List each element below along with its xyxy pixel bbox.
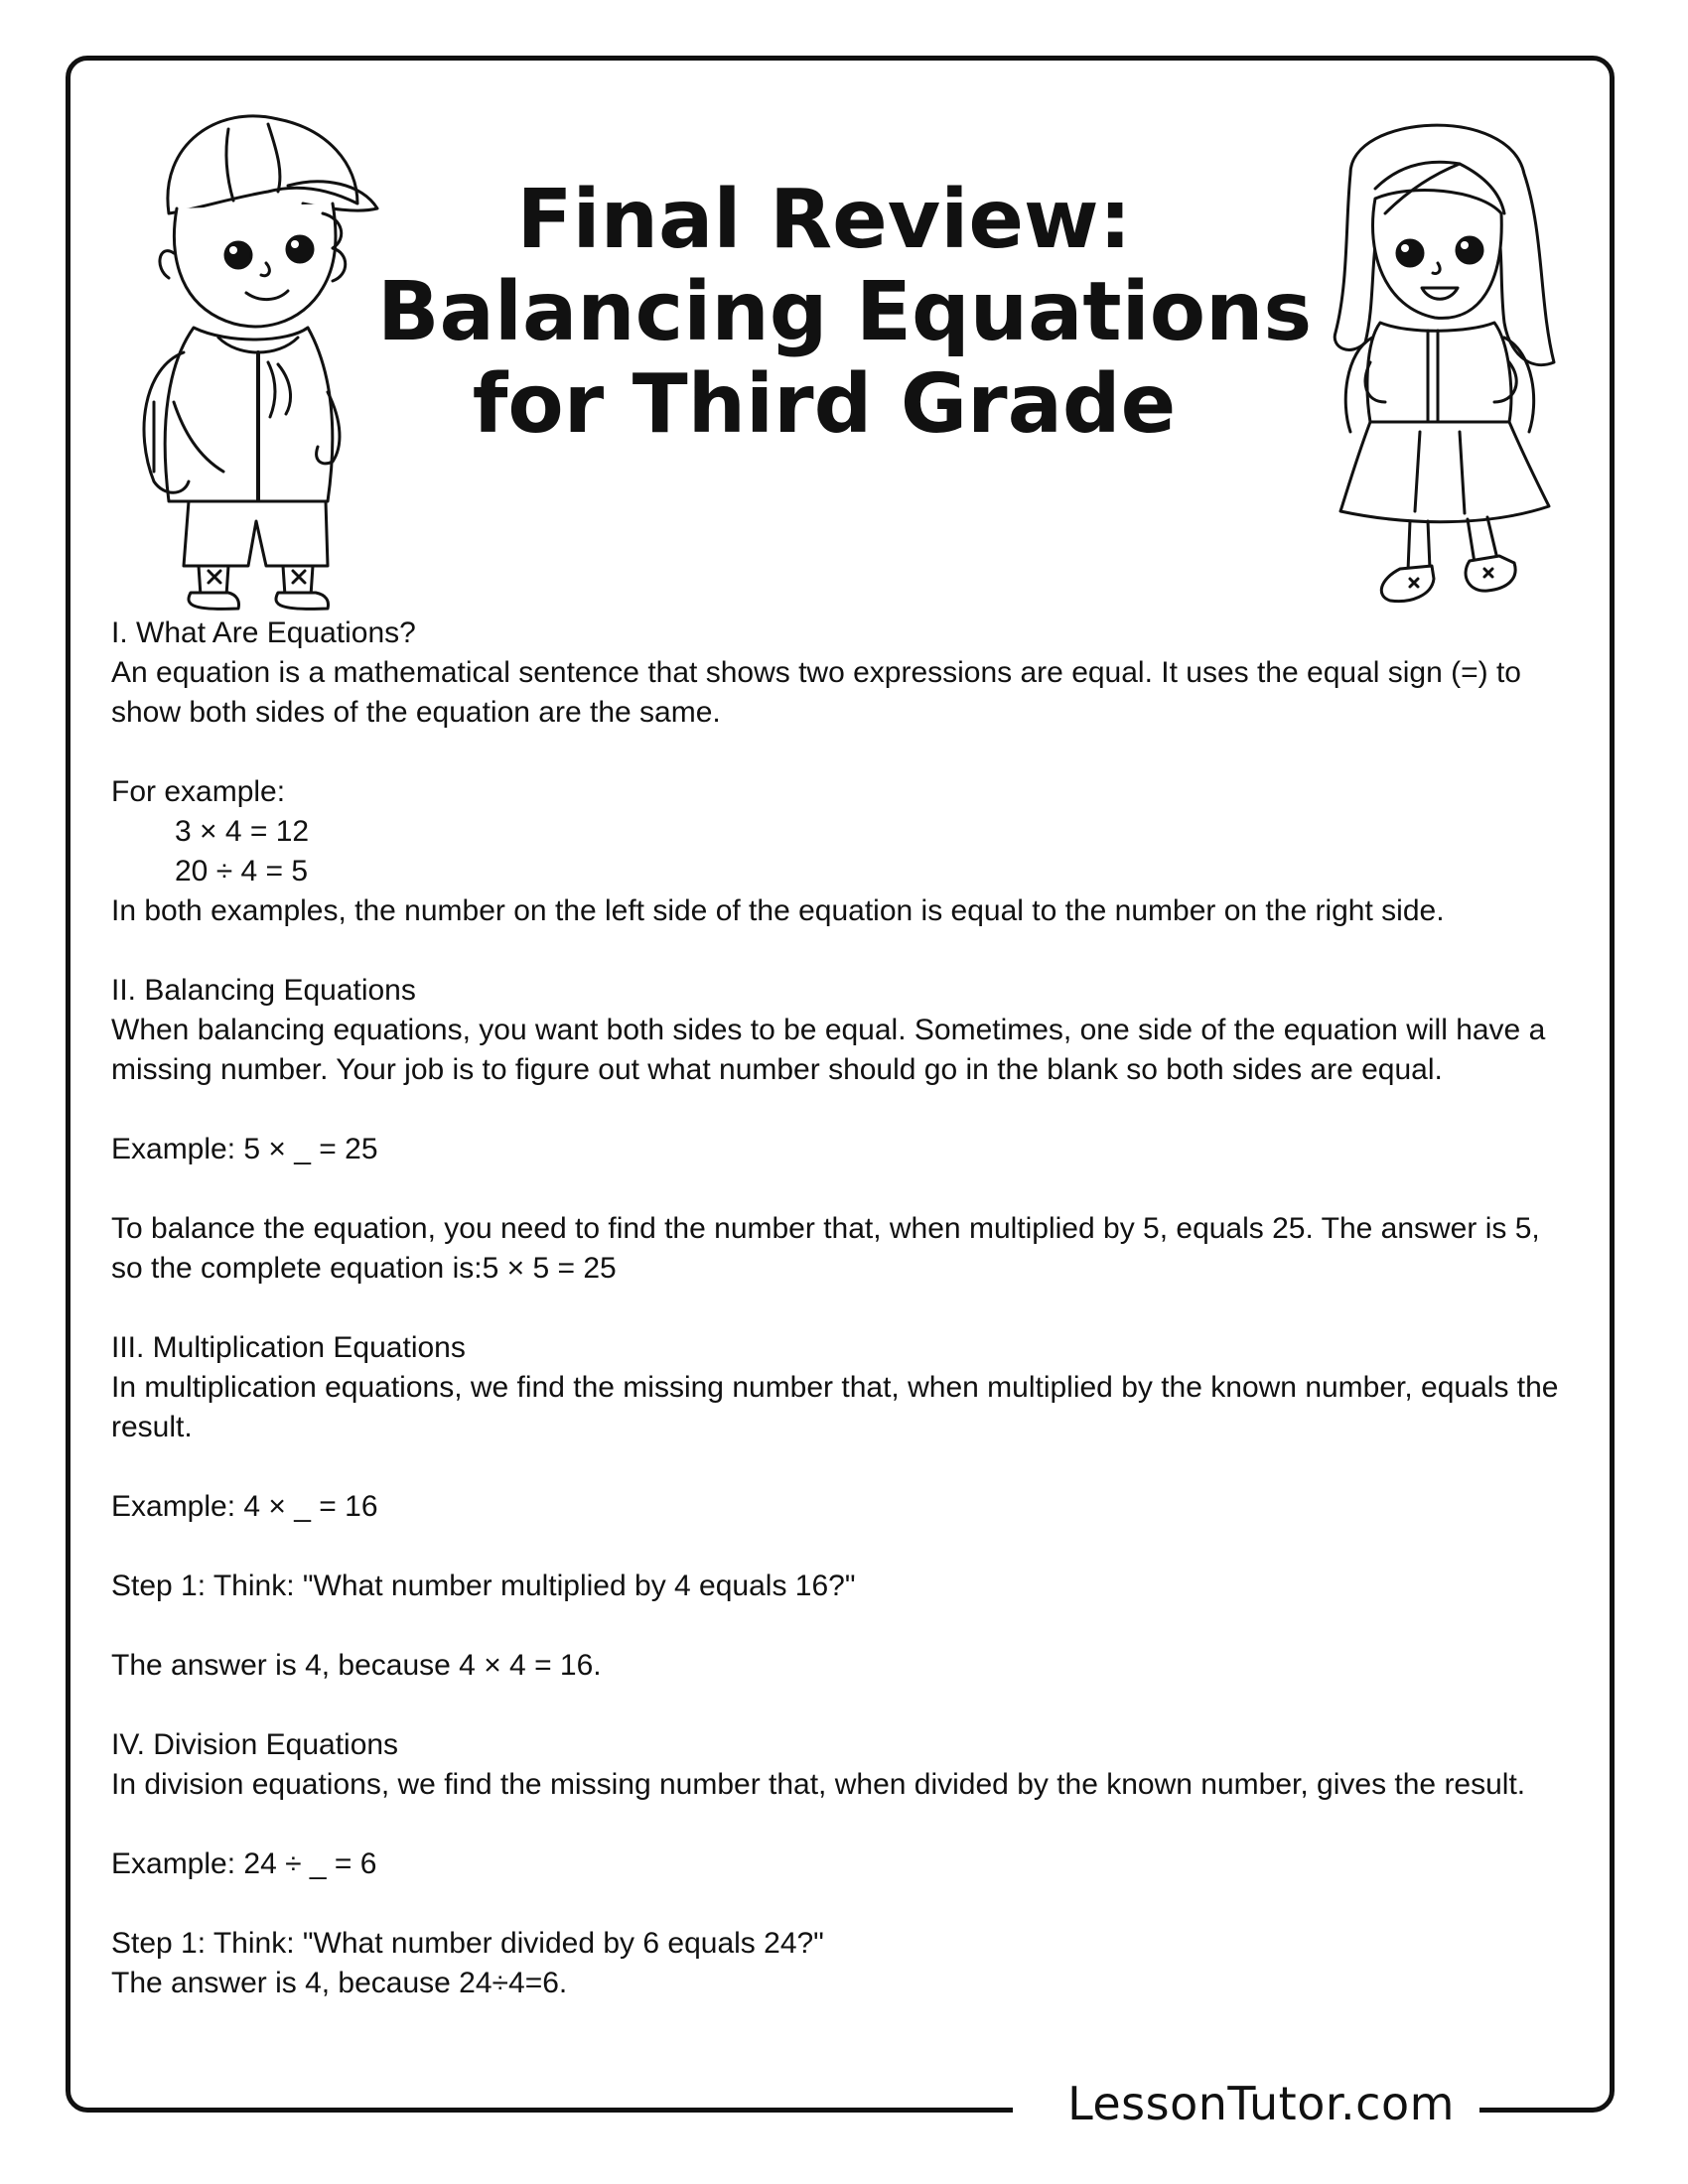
section-1-example-2: 20 ÷ 4 = 5 [175,855,309,887]
boy-with-backpack-icon [129,104,387,611]
section-3-heading: III. Multiplication Equations [111,1331,466,1364]
worksheet-content [111,614,1571,2003]
title-line-3: for Third Grade [472,357,1177,452]
title-line-1: Final Review: [516,173,1132,267]
section-4-example: Example: 24 ÷ _ = 6 [111,1847,377,1880]
section-2-body: When balancing equations, you want both sides to be equal. Sometimes, one side of the equation will have a missing number. Your job is to figure out what number should go in the blank so both sides are equal. [111,1014,1546,1086]
section-1-example-intro: For example: [111,775,286,808]
section-4-body: In division equations, we find the missing number that, when divided by the known number, gives the result. [111,1768,1526,1801]
title-line-2: Balancing Equations [377,265,1313,359]
section-1-conclusion: In both examples, the number on the left side of the equation is equal to the number on the right side. [111,894,1445,927]
section-1-body: An equation is a mathematical sentence that shows two expressions are equal. It uses the equal sign (=) to show both sides of the equation are the same. [111,656,1521,729]
section-3-body: In multiplication equations, we find the missing number that, when multiplied by the known number, equals the result. [111,1371,1559,1443]
section-4-heading: IV. Division Equations [111,1728,399,1761]
section-1-heading: I. What Are Equations? [111,616,416,649]
section-2-example: Example: 5 × _ = 25 [111,1133,378,1165]
section-2-heading: II. Balancing Equations [111,974,416,1007]
section-2-explanation: To balance the equation, you need to find the number that, when multiplied by 5, equals 25. The answer is 5, so the complete equation is:5 × 5 = 25 [111,1212,1540,1285]
section-3-answer: The answer is 4, because 4 × 4 = 16. [111,1649,602,1682]
section-4-answer: The answer is 4, because 24÷4=6. [111,1967,568,1999]
footer-brand: LessonTutor.com [1067,2077,1455,2130]
girl-with-backpack-icon [1311,104,1579,611]
section-3-step-1: Step 1: Think: "What number multiplied by 4 equals 16?" [111,1570,856,1602]
section-1-example-1: 3 × 4 = 12 [175,815,310,848]
section-3-example: Example: 4 × _ = 16 [111,1490,378,1523]
section-4-step-1: Step 1: Think: "What number divided by 6 equals 24?" [111,1927,824,1960]
page-title [377,173,1313,452]
